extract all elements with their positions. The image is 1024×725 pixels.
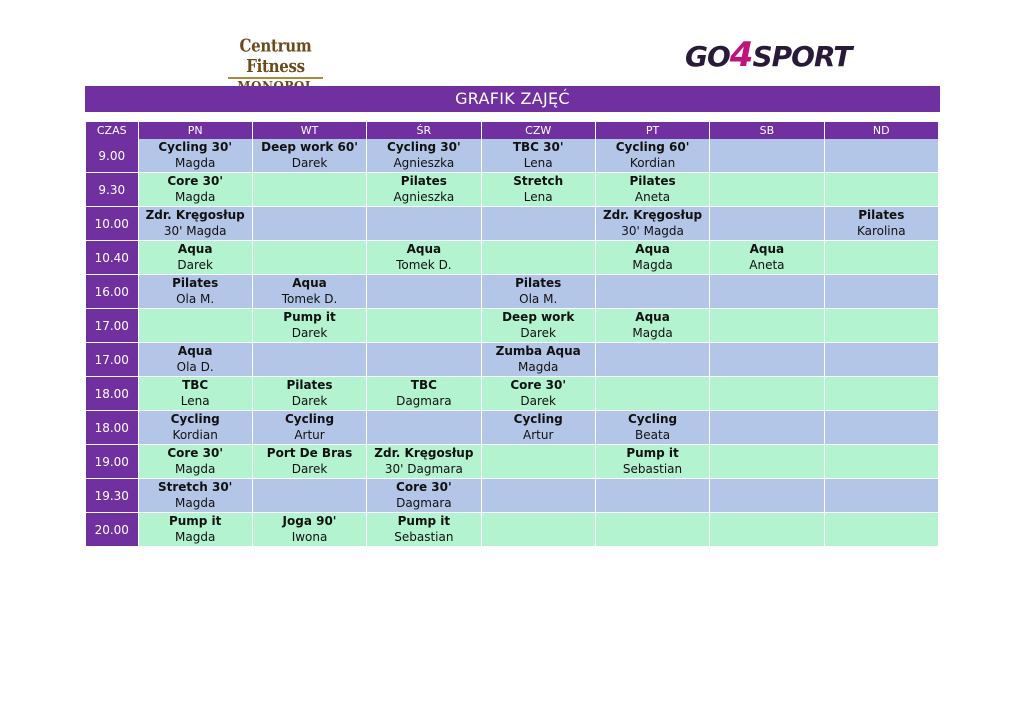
class-name: TBC [182, 378, 209, 392]
instructor-name: Dagmara [396, 496, 452, 510]
class-cell [367, 513, 481, 547]
instructor-name: Ola D. [176, 360, 214, 374]
column-header-day: CZW [481, 122, 595, 139]
column-header-day: PN [138, 122, 252, 139]
class-cell [710, 173, 824, 207]
table-row [86, 377, 939, 411]
class-cell [138, 207, 252, 241]
instructor-name: Darek [177, 258, 213, 272]
table-row [86, 207, 939, 241]
class-cell [824, 445, 938, 479]
class-cell [481, 343, 595, 377]
logo-right-part-b: 4 [729, 35, 753, 75]
table-row [86, 479, 939, 513]
class-name: Joga 90' [282, 514, 337, 528]
class-name: Pilates [515, 276, 562, 290]
instructor-name: Agnieszka [393, 190, 455, 204]
class-cell [367, 343, 481, 377]
class-cell [710, 445, 824, 479]
class-cell [595, 445, 709, 479]
class-name: Core 30' [396, 480, 452, 494]
instructor-name: Darek [291, 394, 328, 408]
class-name: Zdr. Kręgosłup [374, 446, 474, 460]
time-cell: 20.00 [86, 513, 138, 547]
instructor-name: Dagmara [396, 394, 452, 408]
class-cell [138, 139, 252, 173]
class-name: Core 30' [167, 174, 223, 188]
time-cell: 17.00 [86, 309, 138, 343]
class-name: Aqua [292, 276, 327, 290]
time-cell: 9.30 [86, 173, 138, 207]
class-cell [252, 139, 366, 173]
instructor-name: Lena [523, 156, 553, 170]
class-cell [138, 309, 252, 343]
instructor-name: Tomek D. [396, 258, 452, 272]
schedule-table [86, 122, 939, 547]
time-cell: 16.00 [86, 275, 138, 309]
table-row [86, 173, 939, 207]
class-cell [824, 377, 938, 411]
instructor-name: Lena [523, 190, 553, 204]
class-cell [367, 479, 481, 513]
instructor-name: Artur [523, 428, 554, 442]
class-cell [595, 173, 709, 207]
column-header-day: WT [252, 122, 366, 139]
class-name: Cycling 30' [387, 140, 461, 154]
column-header-time: CZAS [86, 122, 138, 139]
class-cell [595, 479, 709, 513]
class-cell [481, 513, 595, 547]
class-cell [481, 173, 595, 207]
class-cell [595, 411, 709, 445]
class-cell [824, 241, 938, 275]
instructor-name: Magda [518, 360, 559, 374]
column-header-day: ND [824, 122, 938, 139]
instructor-name: Aneta [749, 258, 785, 272]
class-name: Aqua [635, 310, 670, 324]
class-name: Core 30' [167, 446, 223, 460]
class-cell [252, 445, 366, 479]
instructor-name: Kordian [629, 156, 676, 170]
instructor-name: Ola M. [176, 292, 215, 306]
instructor-name: Darek [520, 326, 556, 340]
class-name: Pump it [168, 514, 222, 528]
class-name: Pilates [629, 174, 676, 188]
class-cell [710, 513, 824, 547]
class-name: TBC 30' [512, 140, 564, 154]
class-name: Core 30' [510, 378, 567, 392]
class-cell [367, 275, 481, 309]
instructor-name: Kordian [172, 428, 218, 442]
instructor-name: Sebastian [622, 462, 683, 476]
class-cell [824, 173, 938, 207]
class-cell [595, 513, 709, 547]
class-cell [710, 241, 824, 275]
class-name: Aqua [749, 242, 785, 256]
table-row [86, 241, 939, 275]
class-name: Stretch [513, 174, 564, 188]
time-cell: 10.00 [86, 207, 138, 241]
class-cell [367, 139, 481, 173]
class-name: Aqua [635, 242, 670, 256]
instructor-name: Darek [291, 326, 328, 340]
class-cell [595, 275, 709, 309]
class-name: Cycling 30' [158, 140, 232, 154]
instructor-name: Lena [180, 394, 210, 408]
class-name: Pump it [283, 310, 336, 324]
class-name: Deep work [502, 310, 575, 324]
instructor-name: Magda [175, 496, 216, 510]
class-cell [252, 173, 366, 207]
class-name: Pilates [172, 276, 219, 290]
class-cell [138, 241, 252, 275]
time-cell: 10.40 [86, 241, 138, 275]
table-row [86, 411, 939, 445]
class-cell [252, 275, 366, 309]
header-row [86, 122, 939, 139]
class-cell [252, 479, 366, 513]
instructor-name: Artur [294, 428, 325, 442]
column-header-day: SB [710, 122, 824, 139]
instructor-name: Magda [175, 190, 216, 204]
table-row [86, 309, 939, 343]
logo-right-part-c: SPORT [752, 40, 852, 73]
table-row [86, 513, 939, 547]
class-cell [367, 173, 481, 207]
class-name: Stretch 30' [157, 480, 233, 494]
instructor-name: Magda [632, 326, 673, 340]
instructor-name: Magda [175, 156, 216, 170]
class-cell [367, 309, 481, 343]
centrum-fitness-monopol-logo [228, 35, 323, 80]
class-cell [595, 309, 709, 343]
class-cell [824, 479, 938, 513]
class-cell [138, 343, 252, 377]
class-cell [252, 241, 366, 275]
class-cell [481, 411, 595, 445]
class-cell [710, 207, 824, 241]
class-name: Aqua [177, 344, 213, 358]
instructor-name: Karolina [856, 224, 906, 238]
class-cell [138, 479, 252, 513]
instructor-name: Magda [175, 530, 216, 544]
go4sport-logo [685, 35, 852, 75]
instructor-name: 30' Dagmara [384, 462, 463, 476]
instructor-name: Aneta [634, 190, 671, 204]
class-cell [252, 309, 366, 343]
class-name: Zdr. Kręgosłup [145, 208, 245, 222]
table-row [86, 343, 939, 377]
class-cell [481, 139, 595, 173]
class-cell [824, 513, 938, 547]
class-cell [710, 309, 824, 343]
class-cell [252, 513, 366, 547]
class-name: Cycling [627, 412, 678, 426]
class-name: Pilates [286, 378, 333, 392]
instructor-name: Tomek D. [281, 292, 338, 306]
class-cell [595, 139, 709, 173]
time-cell: 17.00 [86, 343, 138, 377]
class-cell [595, 207, 709, 241]
class-cell [367, 411, 481, 445]
class-cell [252, 411, 366, 445]
class-cell [367, 241, 481, 275]
column-header-day: ŚR [367, 122, 481, 139]
table-row [86, 275, 939, 309]
class-name: Pump it [626, 446, 679, 460]
class-cell [252, 377, 366, 411]
class-cell [824, 309, 938, 343]
class-cell [824, 411, 938, 445]
class-cell [367, 207, 481, 241]
time-cell: 9.00 [86, 139, 138, 173]
time-cell: 18.00 [86, 377, 138, 411]
logo-left-line1: Centrum Fitness [239, 35, 312, 77]
class-name: Zumba Aqua [495, 344, 581, 358]
class-cell [710, 139, 824, 173]
class-cell [824, 139, 938, 173]
class-name: Cycling [513, 412, 563, 426]
table-row [86, 139, 939, 173]
class-cell [710, 479, 824, 513]
class-cell [710, 275, 824, 309]
schedule-title: GRAFIK ZAJĘĆ [85, 86, 940, 112]
instructor-name: Magda [632, 258, 673, 272]
time-cell: 19.30 [86, 479, 138, 513]
time-cell: 18.00 [86, 411, 138, 445]
class-cell [367, 445, 481, 479]
class-cell [595, 241, 709, 275]
class-cell [595, 343, 709, 377]
class-cell [824, 343, 938, 377]
class-cell [138, 411, 252, 445]
class-name: TBC [410, 378, 437, 392]
instructor-name: 30' Magda [163, 224, 227, 238]
class-name: Zdr. Kręgosłup [602, 208, 703, 222]
class-name: Port De Bras [266, 446, 353, 460]
class-cell [710, 343, 824, 377]
class-name: Pilates [858, 208, 905, 222]
instructor-name: Darek [291, 156, 328, 170]
class-cell [252, 207, 366, 241]
instructor-name: Magda [175, 462, 216, 476]
class-cell [481, 241, 595, 275]
class-cell [481, 207, 595, 241]
class-cell [481, 309, 595, 343]
class-cell [481, 445, 595, 479]
class-cell [710, 411, 824, 445]
table-row [86, 445, 939, 479]
class-cell [595, 377, 709, 411]
class-cell [138, 275, 252, 309]
class-cell [138, 513, 252, 547]
class-cell [367, 377, 481, 411]
class-cell [252, 343, 366, 377]
instructor-name: Sebastian [394, 530, 454, 544]
class-name: Pump it [397, 514, 451, 528]
class-name: Cycling [170, 412, 220, 426]
class-name: Cycling 60' [615, 140, 690, 154]
class-cell [138, 377, 252, 411]
class-cell [138, 445, 252, 479]
instructor-name: 30' Magda [621, 224, 684, 238]
schedule-body [86, 139, 939, 547]
instructor-name: Darek [291, 462, 328, 476]
column-header-day: PT [595, 122, 709, 139]
class-cell [481, 479, 595, 513]
instructor-name: Darek [520, 394, 556, 408]
class-cell [824, 207, 938, 241]
class-name: Pilates [400, 174, 447, 188]
class-name: Deep work 60' [261, 140, 358, 154]
instructor-name: Agnieszka [393, 156, 455, 170]
instructor-name: Iwona [291, 530, 328, 544]
class-cell [481, 275, 595, 309]
class-cell [710, 377, 824, 411]
instructor-name: Ola M. [519, 292, 558, 306]
class-cell [481, 377, 595, 411]
class-name: Cycling [284, 412, 335, 426]
instructor-name: Beata [635, 428, 671, 442]
class-name: Aqua [406, 242, 442, 256]
time-cell: 19.00 [86, 445, 138, 479]
class-cell [138, 173, 252, 207]
logo-right-part-a: GO [685, 40, 730, 73]
class-name: Aqua [177, 242, 213, 256]
class-cell [824, 275, 938, 309]
